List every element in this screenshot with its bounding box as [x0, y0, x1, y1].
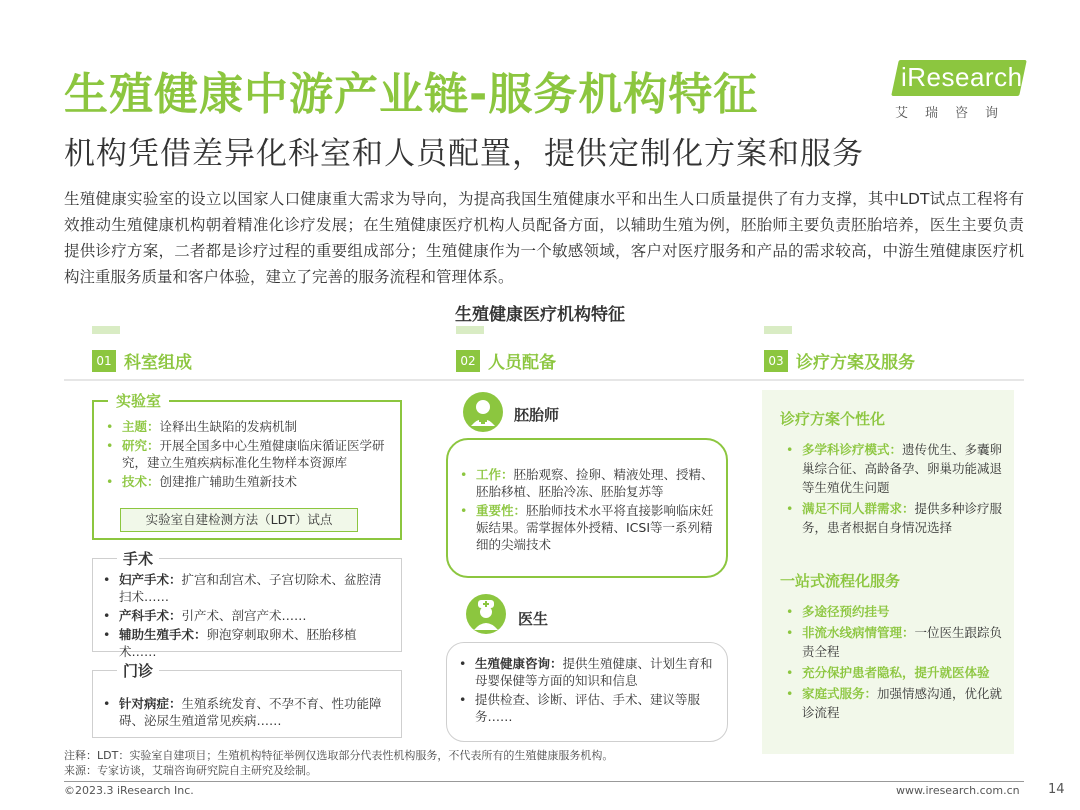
list-item: • 多学科诊疗模式：遗传优生、多囊卵巢综合征、高龄备孕、卵巢功能减退等生殖优生问题 — [784, 440, 1006, 497]
lab-box — [92, 392, 402, 540]
embryologist-icon — [463, 392, 503, 432]
iresearch-logo — [895, 58, 1025, 120]
footnote — [64, 748, 613, 778]
column-number: 03 — [764, 350, 788, 372]
clinic-tag: 门诊 — [117, 660, 159, 681]
one-stop-service-list — [784, 602, 1006, 724]
list-item: • 提供检查、诊断、评估、手术、建议等服务…… — [457, 691, 719, 725]
header-deco-bar — [764, 326, 792, 334]
section-title: 生殖健康医疗机构特征 — [455, 305, 625, 325]
page-number: 14 — [1048, 782, 1065, 797]
surgery-tag: 手术 — [117, 548, 159, 569]
embryologist-box — [446, 438, 728, 578]
logo-text: iResearch — [901, 62, 1023, 92]
footnote-source: 来源：专家访谈，艾瑞咨询研究院自主研究及绘制。 — [64, 764, 317, 777]
embryologist-name: 胚胎师 — [514, 406, 560, 424]
services-panel — [762, 390, 1014, 754]
header-deco-bar — [456, 326, 484, 334]
list-item: • 技术：创建推广辅助生殖新技术 — [104, 473, 394, 490]
doctor-icon — [466, 594, 506, 634]
footer-divider — [64, 781, 1024, 782]
surgery-list — [101, 571, 391, 662]
lab-list — [104, 418, 394, 492]
column-name: 诊疗方案及服务 — [796, 353, 915, 373]
ldt-pilot-label: 实验室自建检测方法（LDT）试点 — [120, 508, 358, 532]
column-number: 02 — [456, 350, 480, 372]
doctor-box — [446, 642, 728, 742]
list-item: • 工作：胚胎观察、捡卵、精液处理、授精、胚胎移植、胚胎冷冻、胚胎复苏等 — [458, 466, 720, 500]
list-item: • 非流水线病情管理：一位医生跟踪负责全程 — [784, 623, 1006, 661]
embryologist-list — [458, 466, 720, 555]
header-deco-bar — [92, 326, 120, 334]
list-item: • 充分保护患者隐私，提升就医体验 — [784, 663, 1006, 682]
list-item: • 针对病症：生殖系统发育、不孕不育、性功能障碍、泌尿生殖道常见疾病…… — [101, 695, 391, 729]
logo-chinese-text: 艾瑞咨询 — [895, 106, 1016, 121]
clinic-list — [101, 695, 391, 731]
doctor-list — [457, 655, 719, 727]
personalized-plan-list — [784, 440, 1006, 539]
website-link: www.iresearch.com.cn — [896, 784, 1020, 797]
list-item: • 产科手术：引产术、剖宫产术…… — [101, 607, 391, 624]
list-item: • 重要性：胚胎师技术水平将直接影响临床妊娠结果。需掌握体外授精、ICSI等一系列精细的尖端技术 — [458, 502, 720, 553]
doctor-name: 医生 — [518, 610, 549, 628]
list-item: • 满足不同人群需求：提供多种诊疗服务，患者根据自身情况选择 — [784, 499, 1006, 537]
list-item: • 研究：开展全国多中心生殖健康临床循证医学研究，建立生殖疾病标准化生物样本资源库 — [104, 437, 394, 471]
list-item: • 妇产手术：扩宫和刮宫术、子宫切除术、盆腔清扫术…… — [101, 571, 391, 605]
copyright: ©2023.3 iResearch Inc. — [64, 784, 194, 797]
surgery-box — [92, 550, 402, 659]
list-item: • 辅助生殖手术：卵泡穿刺取卵术、胚胎移植术…… — [101, 626, 391, 660]
column-number: 01 — [92, 350, 116, 372]
column-name: 科室组成 — [124, 353, 192, 373]
intro-paragraph: 生殖健康实验室的设立以国家人口健康重大需求为导向，为提高我国生殖健康水平和出生人口质量提供了有力支撑，其中LDT试点工程将有效推动生殖健康机构朝着精准化诊疗发展；在生殖健康医疗机构人员配备方面，以辅助生殖为例，胚胎师主要负责胚胎培养，医生主要负责提供诊疗方案，二者都是诊疗过程的重要组成部分；生殖健康作为一个敏感领域，客户对医疗服务和产品的需求较高，中游生殖健康医疗机构注重服务质量和客户体验，建立了完善的服务流程和管理体系。 — [64, 190, 1024, 286]
lab-tag: 实验室 — [108, 390, 169, 411]
list-item: • 主题：诠释出生缺陷的发病机制 — [104, 418, 394, 435]
clinic-box — [92, 662, 402, 738]
header-divider — [64, 379, 1024, 381]
page-subtitle: 机构凭借差异化科室和人员配置，提供定制化方案和服务 — [64, 136, 864, 172]
list-item: • 生殖健康咨询：提供生殖健康、计划生育和母婴保健等方面的知识和信息 — [457, 655, 719, 689]
list-item: • 多途径预约挂号 — [784, 602, 1006, 621]
page-title: 生殖健康中游产业链-服务机构特征 — [64, 69, 759, 120]
column-name: 人员配备 — [488, 353, 556, 373]
footnote-note: 注释：LDT：实验室自建项目；生殖机构特征举例仅选取部分代表性机构服务，不代表所有的生殖健康服务机构。 — [64, 749, 614, 762]
personalized-plan-title: 诊疗方案个性化 — [780, 410, 886, 428]
list-item: • 家庭式服务：加强情感沟通，优化就诊流程 — [784, 684, 1006, 722]
one-stop-service-title: 一站式流程化服务 — [780, 572, 901, 590]
